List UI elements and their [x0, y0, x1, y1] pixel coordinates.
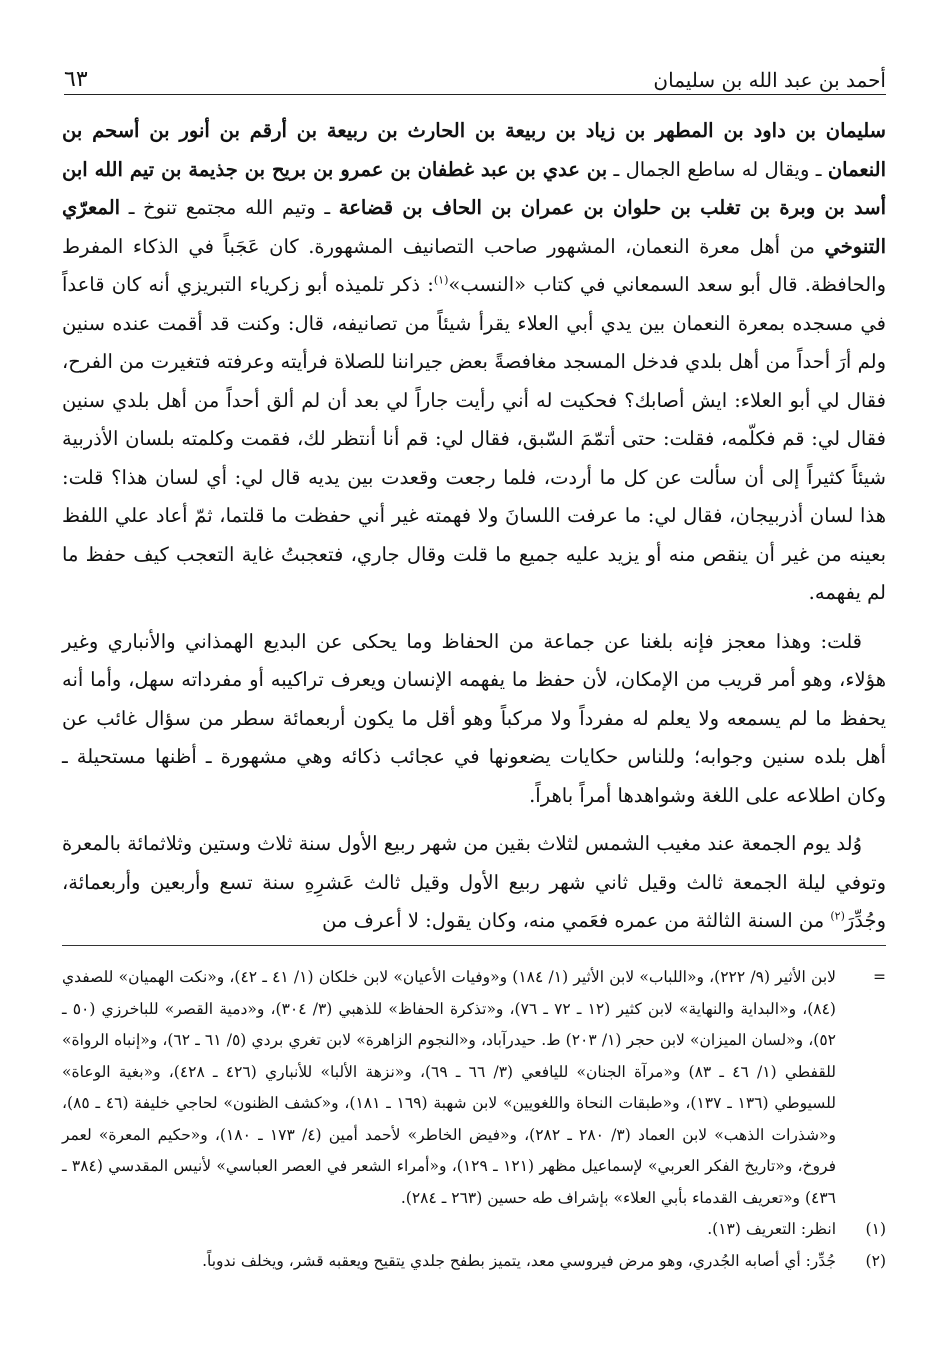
header-rule	[64, 94, 886, 95]
footnotes	[62, 962, 886, 1277]
footnote-rule	[62, 945, 886, 946]
paragraph-3-text-a: وُلد يوم الجمعة عند مغيب الشمس لثلاث بقين من شهر ربيع الأول سنة ثلاث وستين وثلاثمائة بالمعرة وتوفي ليلة الجمعة ثالث وقيل ثاني شهر ربيع الأول وقيل ثالث عَشرِهِ سنة تسع وأربعين وأربعمائة، وجُدِّرَ	[62, 832, 886, 932]
footnote-ref-2[interactable]: (٢)	[830, 909, 845, 923]
paragraph-1-narration: : ذكر تلميذه أبو زكرياء التبريزي أنه كان قاعداً في مسجده بمعرة النعمان بين يدي أبي العلاء يقرأ شيئاً من تصانيفه، قال: وكنت قد أقمت عنده سنين ولم أرَ أحداً من أهل بلدي فدخل المسجد مغافصةً بعض جيراننا للصلاة فرأيته وعرفته فتغيرت من الفرح، فقال لي أبو العلاء: ايش أصابك؟ فحكيت له أني رأيت جاراً لي بعد أن لم ألق أحداً من أهل بلدي سنين فقال لي: قم فكلّمه، فقلت: حتى أتمّمَ السّبق، فقال لي: قم أنا أنتظر لك، فقمت وكلمته بلسان الأذربية شيئاً كثيراً إلى أن سألت عن كل ما أردت، فلما رجعت وقعدت بين يديه قال لي: أي لسان هذا؟ قلت: هذا لسان أذربيجان، فقال لي: ما عرفت اللسانَ ولا فهمته غير أني حفظت ما قلتما، ثمّ أعاد علي اللفظ بعينه من غير أن ينقص منه أو يزيد عليه جميع ما قلت وقال جاري، فتعجبتُ غاية التعجب كيف حفظ ما لم يفهمه.	[62, 273, 886, 604]
footnote-1-text: انظر: التعريف (١٣).	[707, 1220, 836, 1238]
page-number: ٦٣	[64, 67, 88, 92]
lineage-aside-2: ـ وتيم الله مجتمع تنوخ ـ	[120, 196, 339, 219]
footnote-continued-text: لابن الأثير (٩/ ٢٢٢)، و«اللباب» لابن الأثير (١/ ١٨٤) و«وفيات الأعيان» لابن خلكان (١/ ٤١ ـ ٤٢)، و«نكت الهميان» للصفدي (٨٤)، و«البداية والنهاية» لابن كثير (١٢ ـ ٧٢ ـ ٧٦)، و«تذكرة الحفاظ» للذهبي (٣/ ٣٠٤)، و«دمية القصر» للباخرزي (٥٠ ـ ٥٢)، و«لسان الميزان» لابن حجر (١/ ٢٠٣) ط. حيدرآباد، و«النجوم الزاهرة» لابن تغري بردي (٥/ ٦١ ـ ٦٢)، و«إنباه الرواة» للقفطي (١/ ٤٦ ـ ٨٣) و«مرآة الجنان» لليافعي (٣/ ٦٦ ـ ٦٩)، و«نزهة الألبا» للأنباري (٤٢٦ ـ ٤٢٨)، و«بغية الوعاة» للسيوطي (١٣٦ ـ ١٣٧)، و«طبقات النحاة واللغويين» لابن شهبة (١٦٩ ـ ١٨١)، و«كشف الظنون» لحاجي خليفة (٤٦ ـ ٨٥)، و«شذرات الذهب» لابن العماد (٣/ ٢٨٠ ـ ٢٨٢)، و«فيض الخاطر» لأحمد أمين (٤/ ١٧٣ ـ ١٨٠)، و«حكيم المعرة» لعمر فروخ، و«تاريخ الفكر العربي» لإسماعيل مظهر (١٢١ ـ ١٢٩)، و«أمراء الشعر في العصر العباسي» لأنيس المقدسي (٣٨٤ ـ ٤٣٦) و«تعريف القدماء بأبي العلاء» بإشراف طه حسين (٢٦٣ ـ ٢٨٤).	[62, 968, 837, 1207]
running-title: أحمد بن عبد الله بن سليمان	[653, 68, 886, 92]
lineage-aside-1: ـ ويقال له ساطع الجمال ـ	[607, 157, 828, 181]
footnote-ref-1[interactable]: (١)	[433, 273, 449, 287]
footnote-1-mark: (١)	[865, 1220, 886, 1238]
paragraph-1-text: من أهل معرة النعمان، المشهور صاحب التصانيف المشهورة. كان عَجَباً في الذكاء المفرط والحافظة. قال أبو سعد السمعاني في كتاب «النسب»	[62, 234, 886, 296]
paragraph-3	[62, 825, 886, 941]
footnote-2-mark: (٢)	[865, 1251, 886, 1270]
footnote-continued	[62, 962, 886, 1214]
running-header	[64, 58, 886, 92]
lineage-part-1: سليمان بن داود بن المطهر بن زياد بن ربيعة بن الحارث بن ربيعة بن أرقم بن أنور بن أسحم بن النعمان	[62, 119, 887, 181]
nisba: المعرّي التنوخي	[62, 196, 886, 258]
main-text	[62, 112, 886, 941]
footnote-2-text: جُدِّر: أي أصابه الجُدري، وهو مرض فيروسي معد، يتميز بطفح جلدي يتقيح ويعقبه قشر، ويخلف ندوباً.	[202, 1251, 836, 1270]
lineage-part-2: بن عدي بن عبد غطفان بن عمرو بن بريح بن جذيمة بن تيم الله ابن أسد بن وبرة بن تغلب بن حلوان بن عمران بن الحاف بن قضاعة	[62, 157, 886, 219]
paragraph-3-text-b: من السنة الثالثة من عمره فعَمي منه، وكان يقول: لا أعرف من	[322, 909, 831, 932]
footnote-2	[62, 1246, 886, 1278]
footnote-continued-mark: =	[873, 968, 886, 986]
paragraph-1	[62, 112, 886, 613]
paragraph-2: قلت: وهذا معجز فإنه بلغنا عن جماعة من الحفاظ وما يحكى عن البديع الهمذاني والأنباري وغير هؤلاء، وهو أمر قريب من الإمكان، لأن حفظ ما يفهمه الإنسان ويعرف تراكيبه أو مفرداته سهل، وأما أنه يحفظ ما لم يسمعه ولا يعلم له مفرداً ولا مركباً وهو أقل ما يكون أربعمائة سطر من سؤال غائب عن أهل بلده سنين وجوابه؛ وللناس حكايات يضعونها في عجائب ذكائه وهي مشهورة ـ أظنها مستحيلة ـ وكان اطلاعه على اللغة وشواهدها أمراً باهراً.	[62, 629, 886, 807]
footnote-1	[62, 1214, 886, 1246]
